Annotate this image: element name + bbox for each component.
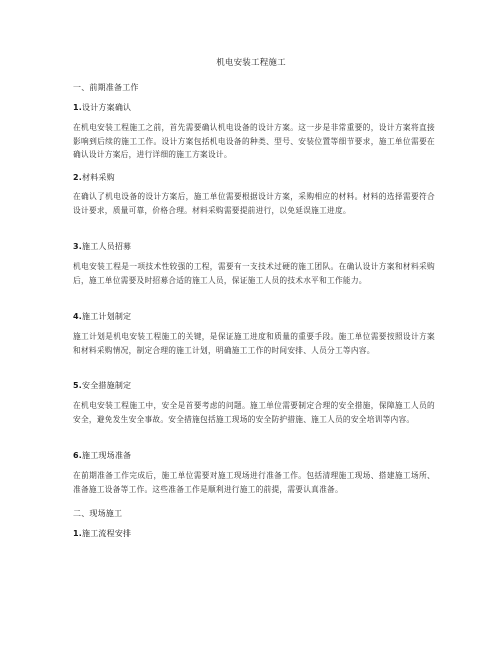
section-heading-2: 二、现场施工 [73, 509, 123, 518]
paragraph-1-5: 在机电安装工程施工中，安全是首要考虑的问题。施工单位需要制定合理的安全措施，保障施工人员的安全，避免发生安全事故。安全措施包括施工现场的安全防护措施、施工人员的安全培训等内容。 [73, 401, 435, 424]
subheading-1-2 [73, 172, 115, 183]
paragraph-1-3: 机电安装工程是一项技术性较强的工程，需要有一支技术过硬的施工团队。在确认设计方案和材料采购后，施工单位需要及时招募合适的施工人员，保证施工人员的技术水平和工作能力。 [73, 262, 435, 285]
subheading-text: 施工计划制定 [82, 312, 132, 321]
subheading-number: 5. [73, 381, 83, 390]
subheading-1-1 [73, 102, 131, 113]
subheading-number: 4. [73, 312, 83, 321]
subheading-number: 2. [73, 173, 83, 182]
subheading-number: 1. [73, 529, 83, 538]
page-title: 机电安装工程施工 [216, 58, 286, 68]
subheading-1-6 [73, 450, 131, 461]
subheading-number: 6. [73, 451, 83, 460]
paragraph-1-2: 在确认了机电设备的设计方案后，施工单位需要根据设计方案，采购相应的材料。材料的选择需要符合设计要求，质量可靠，价格合理。材料采购需要提前进行，以免延误施工进度。 [73, 192, 435, 215]
subheading-text: 安全措施制定 [82, 381, 132, 390]
subheading-1-3 [73, 241, 131, 252]
subheading-2-1 [73, 528, 131, 539]
subheading-text: 设计方案确认 [82, 103, 132, 112]
subheading-number: 1. [73, 103, 83, 112]
paragraph-1-6: 在前期准备工作完成后，施工单位需要对施工现场进行准备工作。包括清理施工现场、搭建施工场所、准备施工设备等工作。这些准备工作是顺利进行施工的前提，需要认真准备。 [73, 471, 435, 494]
subheading-1-5 [73, 380, 131, 391]
section-heading-1: 一、前期准备工作 [73, 83, 139, 92]
paragraph-1-1: 在机电安装工程施工之前，首先需要确认机电设备的设计方案。这一步是非常重要的，设计方案将直接影响到后续的施工工作。设计方案包括机电设备的种类、型号、安装位置等细节要求，施工单位需要在确认设计方案后，进行详细的施工方案设计。 [73, 123, 435, 160]
subheading-text: 材料采购 [82, 173, 115, 182]
subheading-text: 施工人员招募 [82, 242, 132, 251]
subheading-text: 施工流程安排 [82, 529, 132, 538]
paragraph-1-4: 施工计划是机电安装工程施工的关键，是保证施工进度和质量的重要手段。施工单位需要按照设计方案和材料采购情况，制定合理的施工计划，明确施工工作的时间安排、人员分工等内容。 [73, 332, 435, 355]
subheading-text: 施工现场准备 [82, 451, 132, 460]
subheading-1-4 [73, 311, 131, 322]
subheading-number: 3. [73, 242, 83, 251]
